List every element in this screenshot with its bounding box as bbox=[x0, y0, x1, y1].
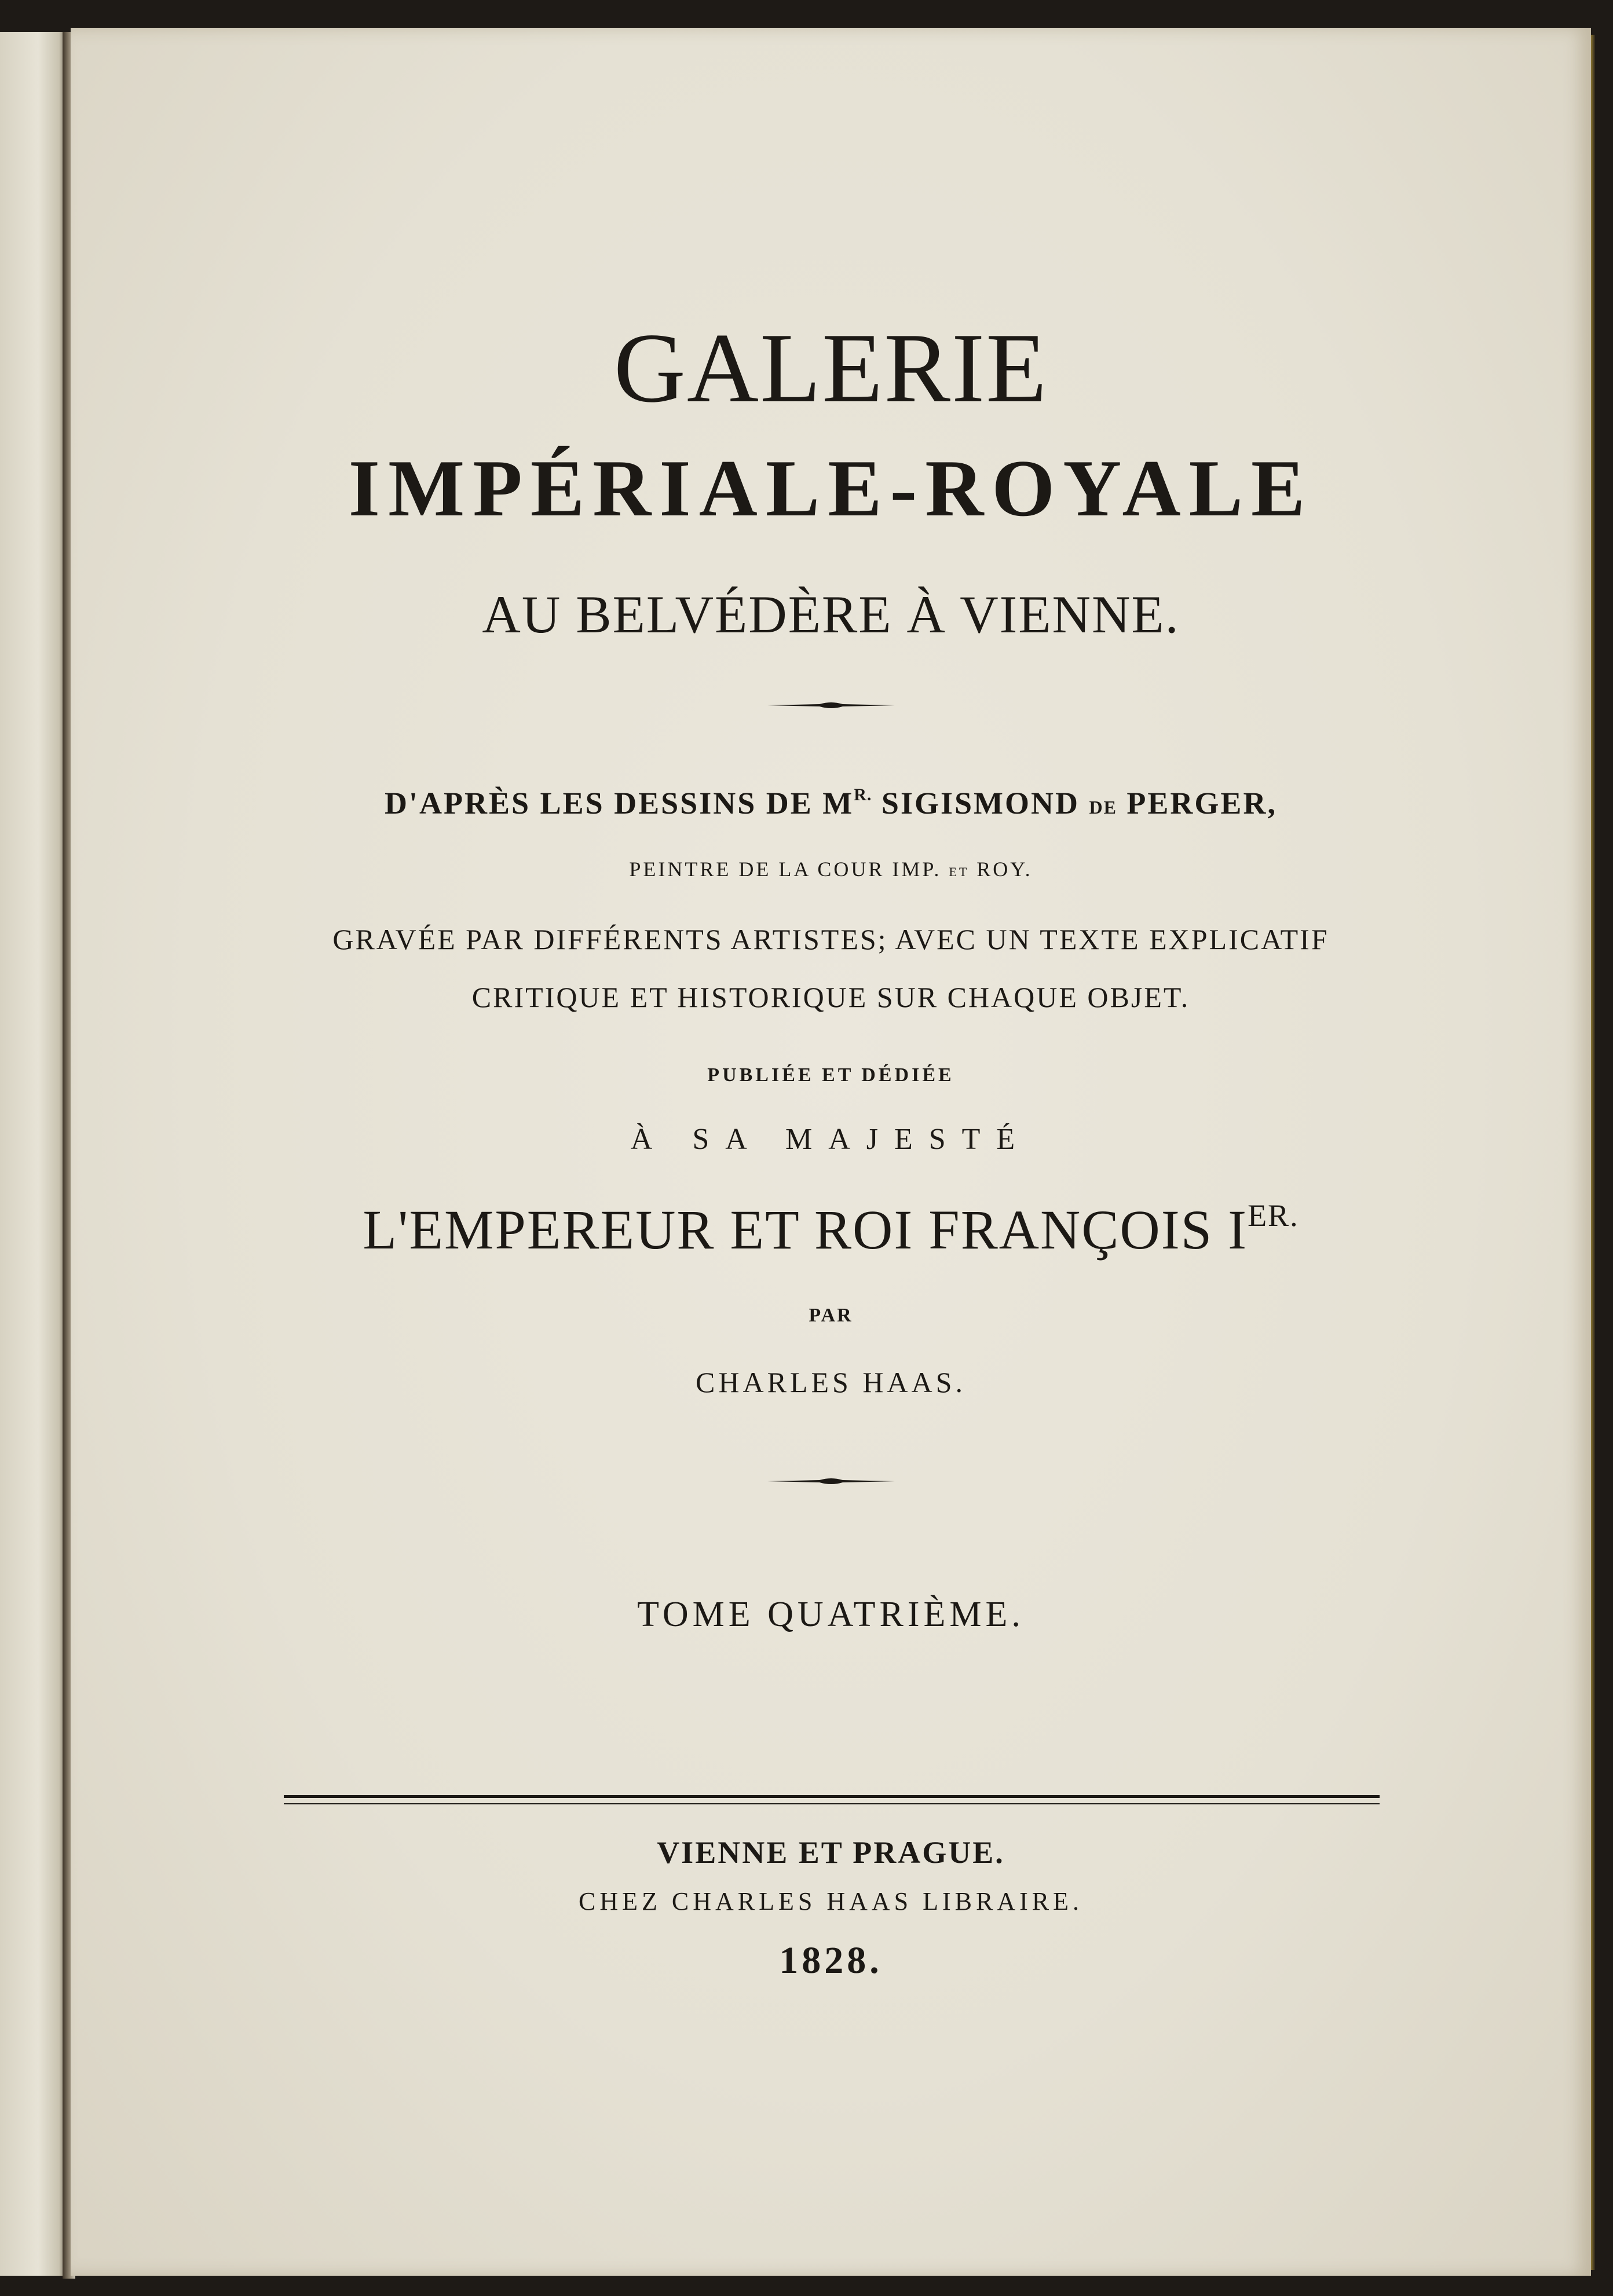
volume-line: TOME QUATRIÈME. bbox=[637, 1595, 1025, 1634]
title-page bbox=[71, 28, 1591, 2276]
majesty-line: À SA MAJESTÉ bbox=[630, 1123, 1032, 1156]
title-line-2: IMPÉRIALE-ROYALE bbox=[348, 444, 1314, 533]
title-line-1: GALERIE bbox=[613, 313, 1048, 423]
imprint-place: VIENNE ET PRAGUE. bbox=[657, 1835, 1005, 1870]
published-line: PUBLIÉE ET DÉDIÉE bbox=[707, 1064, 954, 1086]
author-line: CHARLES HAAS. bbox=[696, 1366, 966, 1398]
engraved-line-2: CRITIQUE ET HISTORIQUE SUR CHAQUE OBJET. bbox=[471, 981, 1190, 1013]
imprint-rule-thin bbox=[284, 1803, 1380, 1804]
ornament-divider-bottom bbox=[767, 1475, 895, 1487]
ornament-divider-top bbox=[767, 700, 895, 711]
par-line: PAR bbox=[809, 1305, 853, 1326]
drawings-credit-line: D'APRÈS LES DESSINS DE $M^{R.}$ SIGISMOND DE PERGER, bbox=[385, 785, 1277, 821]
left-page-edge bbox=[0, 32, 70, 2276]
imprint-publisher: CHEZ CHARLES HAAS LIBRAIRE. bbox=[578, 1887, 1084, 1916]
imprint-year: 1828. bbox=[779, 1939, 883, 1982]
emperor-line: L'EMPEREUR ET ROI FRANÇOIS $I^{ER.}$ bbox=[363, 1198, 1299, 1261]
title-line-3: AU BELVÉDÈRE À VIENNE. bbox=[482, 585, 1180, 644]
engraved-line-1: GRAVÉE PAR DIFFÉRENTS ARTISTES; AVEC UN TEXTE EXPLICATIF bbox=[332, 923, 1329, 955]
painter-line: PEINTRE DE LA COUR IMP. ET ROY. bbox=[629, 858, 1033, 881]
imprint-rule-thick bbox=[284, 1795, 1380, 1798]
